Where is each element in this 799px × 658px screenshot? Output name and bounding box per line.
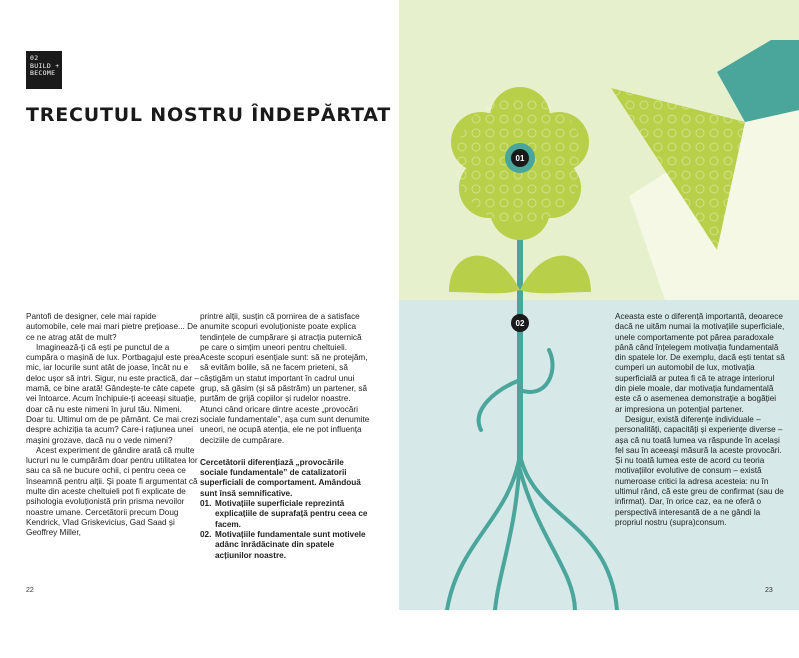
paragraph: Acest experiment de gândire arată că multe lucruri nu le cumpărăm doar pentru utilitatea lor sau ca să ne bucure ochii, ci pentru ceea ce înseamnă pentru alții. Și poate fi argumentat că multe din aceste cheltuieli pot fi explicate de psihologia evoluționistă prin prisma nevoilor noastre umane. Cercetătorii precum Doug Kendrick, Vlad Griskevicius, Gad Saad și Geoffrey Miller, — [26, 445, 198, 538]
marker-01 — [511, 149, 529, 167]
motivation-list — [200, 499, 370, 561]
list-item — [200, 530, 370, 561]
list-number: 02. — [200, 529, 212, 539]
left-page — [0, 0, 399, 658]
page-number-left: 22 — [26, 587, 34, 594]
middle-text-column — [200, 312, 370, 561]
list-number: 01. — [200, 499, 212, 509]
marker-02 — [511, 314, 529, 332]
paragraph: Desigur, există diferențe individuale – personalități, capacități și experiențe diverse – așa că nu toată lumea va răspunde în același fel sau în aceeași măsură la aceste provocări. Și nu toată lumea este de acord cu teoria motivațiilor evolutive de consum – există numeroase critici la adresa acesteia: nu în ultimul rând, că este greu de confirmat (sau de infirmat). Dar, în orice caz, ea ne oferă o perspectivă interesantă de a ne gândi la propriul nostru (supra)consum. — [615, 414, 784, 527]
bold-intro: Cercetătorii diferențiază „provocările sociale fundamentale” de catalizatorii superficiali de comportament. Amândouă sunt însă semnificative. — [200, 457, 361, 498]
list-item — [200, 499, 370, 530]
list-text: Motivațiile fundamentale sunt motivele adânc înrădăcinate din spatele acțiunilor noastre. — [215, 529, 366, 560]
paragraph: Aceasta este o diferență importantă, deoarece dacă ne uităm numai la motivațiile superficiale, unele comportamente pot părea paradoxale până când înțelegem motivația fundamentală din spatele lor. De exemplu, dacă ești tentat să cumperi un automobil de lux, motivația superficială ar putea fi că te atrage interiorul din piele moale, dar motivația fundamentală este că o asemenea demonstrație a bogăției ar impresiona un potențial partener. — [615, 312, 785, 414]
paragraph: printre alții, susțin că pornirea de a satisface anumite scopuri evoluționiste poate explica tendințele de cumpărare și atracția puternică pe care o simțim uneori pentru cheltuieli. Aceste scopuri esențiale sunt: să ne protejăm, să evităm bolile, să ne facem prieteni, să câștigăm un statut important în cadrul unui grup, să găsim (și să păstrăm) un partener, să purtăm de grijă copiilor și rudelor noastre. Atunci când oricare dintre aceste „provocări sociale fundamentale”, așa cum sunt denumite uneori, ne ocupă atenția, ele ne pot influența deciziile de cumpărare. — [200, 312, 370, 445]
section-badge — [26, 51, 62, 89]
section-line2: BECOME — [30, 69, 56, 77]
page-title: TRECUTUL NOSTRU ÎNDEPĂRTAT — [26, 104, 392, 126]
section-line1: BUILD + — [30, 61, 60, 70]
right-text-column — [615, 312, 785, 528]
marker-01-label: 01 — [515, 154, 525, 163]
marker-02-label: 02 — [515, 319, 525, 328]
paragraph: Imaginează-ți că ești pe punctul de a cumpăra o mașină de lux. Portbagajul este prea mic, iar locurile sunt atât de joase, încât nu e deloc ușor să intri. Sigur, nu este practică, dar – mamă, ce bine arată! Gândește-te câte capete vei întoarce. Acum închipuie-ți aceeași situație, doar că nu este nimeni în jurul tău. Nimeni. Doar tu. Ultimul om de pe pământ. Ce mai crezi despre achiziția ta acum? Care-i rațiunea unei mașini grozave, dacă nu o vede nimeni? — [26, 342, 200, 445]
page-number-right: 23 — [765, 587, 773, 594]
left-text-column — [26, 312, 200, 539]
list-text: Motivațiile superficiale reprezintă explicațiile de suprafață pentru ceea ce facem. — [215, 499, 368, 529]
paragraph: Pantofi de designer, cele mai rapide automobile, cele mai mari pietre prețioase... De ce ne atrag atât de mult? — [26, 312, 198, 342]
section-number: 02 — [30, 54, 39, 62]
